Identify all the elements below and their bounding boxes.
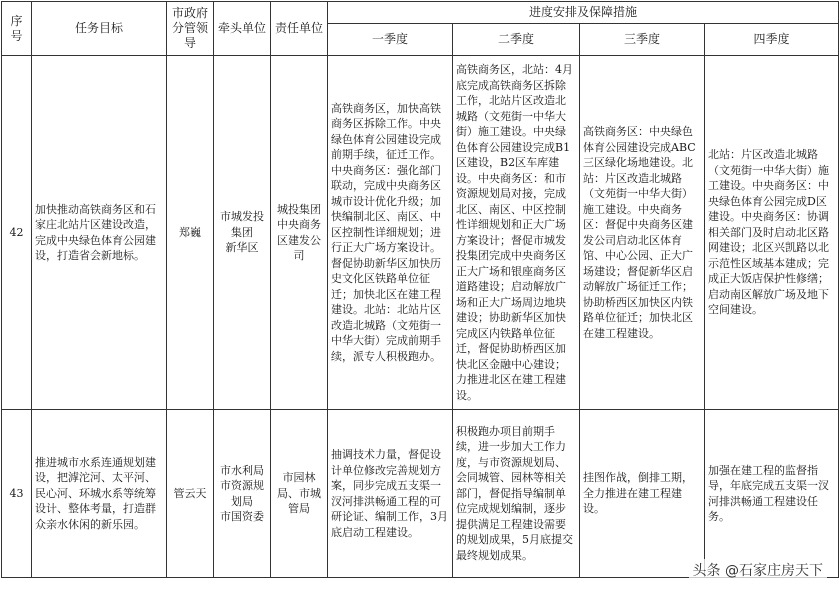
table-row [2, 410, 839, 578]
row-q2: 积极跑办项目前期手续，进一步加大工作力度，与市资源规划局、会同城管、园林等相关部门，督促指导编制单位完成规划编制，逐步提供满足工程建设需要的规划成果，5月底提交最终规划成果。 [453, 410, 580, 578]
header-leader: 市政府分管领导 [167, 2, 214, 56]
row-q1: 高铁商务区，加快高铁商务区拆除工作。中央绿色体育公园建设完成前期手续，征迁工作。中央商务区：强化部门联动，完成中央商务区城市设计优化升级；加快编制北区、南区、中区控制性详细规划；进行正大广场方案设计。督促协助新华区加快历史文化区铁路单位征迁；加快北区在建工程建设。北站：北站片区改造北城路（文苑街一中华大街）完成前期手续，派专人积极跑办。 [328, 56, 453, 410]
source-watermark: 头条 @石家庄房天下 [689, 559, 827, 581]
table-row [2, 56, 839, 410]
row-q4: 北站：片区改造北城路（文苑街一中华大街）施工建设。中央商务区：中央绿色体育公园完成D区建设。中央商务区：协调相关部门及时启动北区路网建设；北区兴凯路以北示范性区域基本建成；完成正大饭店保护性修缮；启动南区解放广场及地下空间建设。 [705, 56, 839, 410]
progress-table [1, 1, 839, 578]
row-lead-unit: 市水利局 市资源规划局 市国资委 [214, 410, 271, 578]
header-q3: 三季度 [580, 24, 705, 56]
row-q4: 加强在建工程的监督指导，年底完成五支渠一汊河排洪畅通工程建设任务。 [705, 410, 839, 578]
row-q3: 高铁商务区：中央绿色体育公园建设完成ABC三区绿化场地建设。北站：片区改造北城路（文苑街一中华大街）施工建设。中央商务区：督促中央商务区建发公司启动北区体育馆、中心公园、正大广场建设；督促新华区启动解放广场征迁工作；协助桥西区加快区内铁路单位征迁；加快北区在建工程建设。 [580, 56, 705, 410]
row-q1: 抽调技术力量，督促设计单位修改完善规划方案，同步完成五支渠一汊河排洪畅通工程的可研论证、编制工作，3月底启动工程建设。 [328, 410, 453, 578]
header-q4: 四季度 [705, 24, 839, 56]
row-goal: 推进城市水系连通规划建设，把滹沱河、太平河、民心河、环城水系等统筹设计、整体考量，打造群众亲水休闲的新乐园。 [32, 410, 167, 578]
row-lead-unit: 市城发投集团 新华区 [214, 56, 271, 410]
row-leader: 郑巍 [167, 56, 214, 410]
row-q3: 挂图作战，倒排工期，全力推进在建工程建设。 [580, 410, 705, 578]
row-leader: 管云天 [167, 410, 214, 578]
row-q2: 高铁商务区，北站：4月底完成高铁商务区拆除工作，北站片区改造北城路（文苑街一中华大街）施工建设。中央绿色体育公园建设完成B1区建设，B2区车库建设。中央商务区：和市资源规划局对接，完成北区、南区、中区控制性详细规划和正大广场方案设计；督促市城发投集团完成中央商务区正大广场和银座商务区道路建设；启动解放广场和正大广场周边地块建设；协助新华区加快完成区内铁路单位征迁，督促协助桥西区加快北区金融中心建设；力推进北区在建工程建设。 [453, 56, 580, 410]
row-seq: 42 [2, 56, 32, 410]
header-seq: 序号 [2, 2, 32, 56]
header-q2: 二季度 [453, 24, 580, 56]
header-lead-unit: 牵头单位 [214, 2, 271, 56]
row-seq: 43 [2, 410, 32, 578]
row-goal: 加快推动高铁商务区和石家庄北站片区建设改造，完成中央绿色体育公园建设，打造省会新地标。 [32, 56, 167, 410]
header-resp-unit: 责任单位 [271, 2, 328, 56]
row-resp-unit: 市园林局、市城管局 [271, 410, 328, 578]
row-resp-unit: 城投集团 中央商务区建发公司 [271, 56, 328, 410]
header-q1: 一季度 [328, 24, 453, 56]
header-goal: 任务目标 [32, 2, 167, 56]
header-progress: 进度安排及保障措施 [328, 2, 839, 24]
